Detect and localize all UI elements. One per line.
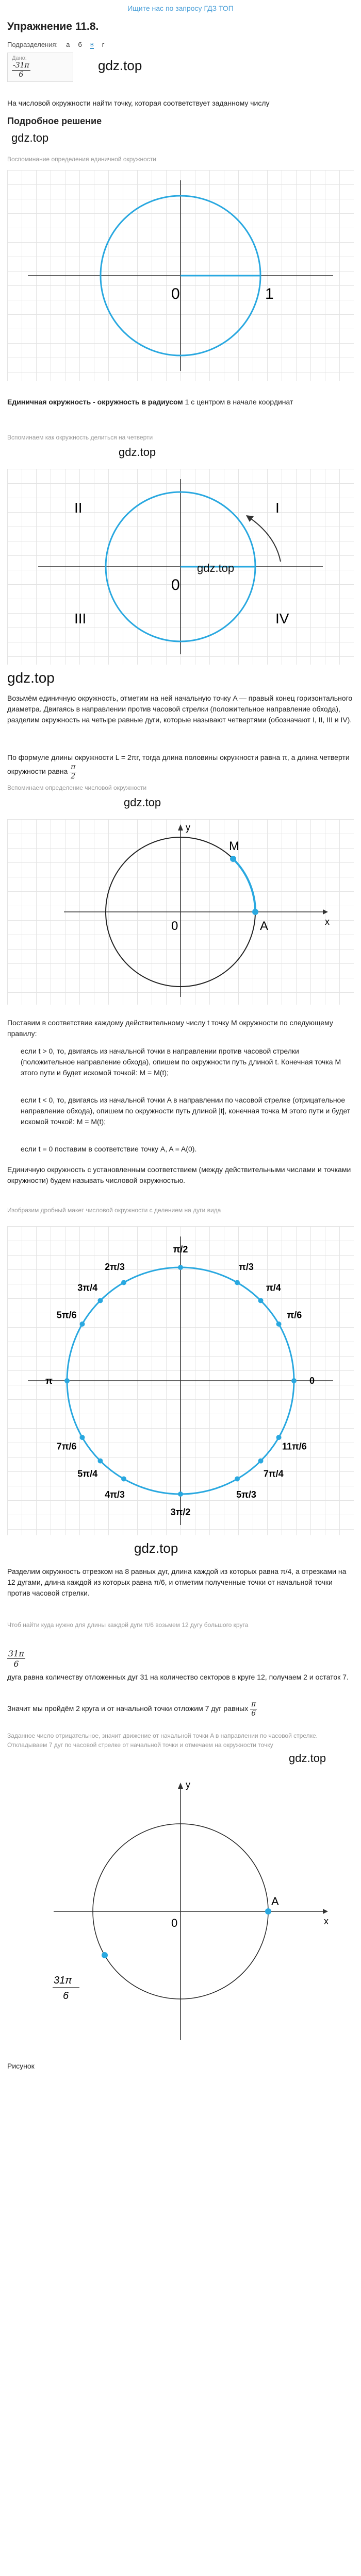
tick-point	[258, 1298, 264, 1303]
origin-label: 0	[171, 919, 178, 933]
ticks-figure	[7, 1226, 354, 1535]
x-label: x	[324, 1916, 329, 1926]
watermark: gdz.top	[7, 670, 55, 686]
fraction-denominator: 6	[251, 1709, 256, 1718]
tick-label: 4π/3	[105, 1489, 125, 1500]
rule-2: если t < 0, то, двигаясь из начальной точки A в направлении по часовой стрелке (отрицательное направление обхода), опишем по окружности путь длиной |t|, конечная точка M этого пути и будет искомой точкой: M = M(t);	[21, 1096, 351, 1126]
arcs-paragraph: дуга равна количеству отложенных дуг 31 на количество секторов в круге 12, получаем 2 и остаток 7.	[7, 1673, 349, 1681]
step6-caption: Заданное число отрицательное, значит движение от начальной точки A в направлении по часовой стрелке. Откладываем 7 дуг по часовой стрелке от начальной точки и отмечаем на окружности точку	[7, 1732, 318, 1749]
tick-point	[276, 1321, 282, 1327]
M-label: M	[229, 839, 239, 853]
tick-label: π	[45, 1376, 53, 1386]
y-label: y	[186, 1780, 190, 1790]
tick-label: 2π/3	[105, 1262, 125, 1273]
tick-label: π/3	[239, 1262, 254, 1273]
fraction-numerator: -31π	[13, 61, 29, 70]
subitems-label: Подразделения:	[7, 41, 58, 48]
tick-label: π/2	[173, 1244, 188, 1255]
step1-caption: Воспоминание определения единичной окружности	[7, 156, 156, 163]
tick-point	[79, 1435, 85, 1440]
half-pi-fraction	[70, 763, 76, 781]
step4-caption: Изобразим дробный макет числовой окружности с делением на дуги вида	[7, 1207, 221, 1214]
condition-caption: Дано:	[12, 55, 27, 61]
subitem-g[interactable]: г	[102, 41, 105, 48]
quadrant-IV: IV	[275, 611, 289, 626]
tick-point	[276, 1435, 282, 1440]
pi-6-fraction	[250, 1700, 257, 1718]
detailed-solution-title: Подробное решение	[7, 116, 102, 126]
point-A	[265, 1908, 271, 1914]
tick-point	[291, 1378, 297, 1383]
x-arrow	[323, 909, 328, 914]
tick-point	[258, 1459, 264, 1464]
numeric-circle-figure	[7, 819, 354, 1005]
length-paragraph	[7, 752, 354, 781]
fraction-row	[7, 1649, 25, 1669]
tick-label: 5π/6	[56, 1310, 77, 1320]
fraction-numerator: π	[251, 1700, 256, 1708]
origin-label: 0	[171, 1917, 178, 1929]
rule-1: если t > 0, то, двигаясь из начальной точки в направлении против часовой стрелки (положительное направление обхода), опишем по окружности путь длиной t. Конечная точка M этого пути и будет искомой точкой: M = M(t);	[21, 1047, 341, 1077]
definition-paragraph: Единичную окружность с установленным соответствием (между действительными числами и точками окружности) будем называть числовой окружностью.	[7, 1165, 351, 1184]
tick-label: 0	[309, 1376, 315, 1386]
x-label: x	[325, 917, 330, 927]
unit-circle-text	[7, 397, 354, 408]
target-point	[102, 1952, 108, 1958]
watermark: gdz.top	[289, 1752, 326, 1765]
tick-label: 5π/3	[236, 1489, 256, 1500]
fraction-numerator: π	[71, 763, 76, 771]
unit-circle-text-rest: 1 с центром в начале координат	[185, 398, 293, 406]
tick-point	[64, 1378, 70, 1383]
step5-caption: Чтоб найти куда нужно для длины каждой дуги π/6 возьмем 12 дугу большого круга	[7, 1621, 249, 1629]
tick-point	[235, 1477, 240, 1482]
numeric-paragraph: Поставим в соответствие каждому действительному числу t точку M окружности по следующему правилу:	[7, 1019, 333, 1038]
tick-point	[235, 1280, 240, 1285]
unit-circle-svg	[7, 170, 354, 381]
rule-3: если t = 0 поставим в соответствие точку A, A = A(0).	[21, 1145, 197, 1153]
watermark: gdz.top	[197, 562, 235, 574]
A-label: A	[260, 919, 269, 933]
subitem-v[interactable]: в	[90, 40, 94, 48]
move-text: Значит мы пройдём 2 круга и от начальной точки отложим 7 дуг равных	[7, 1704, 249, 1713]
numeric-circle-svg	[7, 819, 354, 1005]
condition-fraction	[12, 61, 30, 79]
watermark: gdz.top	[98, 58, 142, 73]
fraction-numerator: 31π	[8, 1649, 24, 1658]
length-text: По формуле длины окружности L = 2πr, тогда длина половины окружности равна π, а длина четверти окружности равна	[7, 753, 350, 775]
tick-label: 7π/4	[263, 1468, 284, 1479]
picture-label: Рисунок	[7, 2062, 35, 2070]
quadrant-II: II	[74, 500, 83, 516]
watermark: gdz.top	[11, 131, 49, 144]
tick-label: π/4	[266, 1282, 281, 1293]
step6-figure	[7, 1772, 354, 2050]
quadrant-I: I	[275, 500, 280, 516]
page-title: Упражнение 11.8.	[7, 21, 99, 32]
condition-box	[7, 53, 73, 82]
tick-point	[97, 1459, 103, 1464]
origin-label: 0	[171, 577, 180, 594]
fraction-denominator: 6	[13, 1659, 19, 1669]
quarters-figure	[7, 469, 354, 665]
tick-point	[79, 1321, 85, 1327]
x-arrow	[323, 1909, 328, 1914]
tick-label: 3π/2	[170, 1507, 191, 1517]
step6-svg	[7, 1772, 354, 2050]
tick-point	[178, 1492, 183, 1497]
ticks-svg	[7, 1226, 354, 1535]
y-arrow	[178, 824, 183, 831]
tick-label: 11π/6	[282, 1441, 307, 1452]
fraction-denominator: 2	[71, 772, 76, 781]
arc-path	[233, 859, 255, 912]
tick-point	[121, 1477, 126, 1482]
task-text: На числовой окружности найти точку, которая соответствует заданному числу	[7, 99, 270, 107]
point-M	[230, 856, 236, 862]
divide-paragraph: Разделим окружность отрезком на 8 равных дуг, длина каждой из которых равна π/4, а отрезками на 12 дугами, длина каждой из которых равна π/6, и отметим полученные точки от начальной точки против часовой стрелки.	[7, 1567, 347, 1597]
arrow-head	[246, 515, 254, 522]
tick-label: 7π/6	[56, 1441, 77, 1452]
tick-point	[121, 1280, 126, 1285]
unit-circle-figure	[7, 170, 354, 381]
subitems-row	[7, 40, 105, 49]
step3-caption: Вспоминаем определение числовой окружности	[7, 784, 147, 791]
unit-circle-text-bold: Единичная окружность - окружность в радиусом	[7, 398, 183, 406]
one-label: 1	[265, 285, 274, 302]
y-label: y	[186, 822, 190, 833]
tick-point	[178, 1265, 183, 1270]
A-label: A	[271, 1895, 279, 1908]
watermark: gdz.top	[134, 1540, 178, 1556]
tick-label: 5π/4	[77, 1468, 98, 1479]
tick-label: 3π/4	[77, 1282, 98, 1293]
tick-point	[97, 1298, 103, 1303]
quarters-paragraph: Возьмём единичную окружность, отметим на ней начальную точку A — правый конец горизонтального диаметра. Двигаясь в направлении против часовой стрелки (положительное направление обхода), разделим окружность на четыре равные дуги, которые называют четвертями (обозначают I, II, III и IV).	[7, 694, 353, 724]
fraction-denominator: 6	[19, 70, 24, 79]
move-paragraph	[7, 1700, 354, 1718]
step2-caption: Вспоминаем как окружность делиться на четверти	[7, 434, 153, 441]
tick-label: π/6	[287, 1310, 302, 1320]
top-search-link[interactable]: Ищите нас по запросу ГДЗ ТОП	[127, 4, 234, 12]
subitem-a[interactable]: а	[66, 41, 70, 48]
fraction-31pi6	[7, 1649, 25, 1669]
y-arrow	[178, 1783, 183, 1789]
watermark: gdz.top	[119, 446, 156, 459]
quarters-svg	[7, 469, 354, 665]
watermark: gdz.top	[124, 796, 161, 809]
target-den: 6	[63, 1990, 69, 2002]
subitem-b[interactable]: б	[78, 41, 82, 48]
origin-label: 0	[171, 285, 180, 302]
quadrant-III: III	[74, 611, 87, 626]
target-num: 31π	[54, 1975, 72, 1986]
point-A	[252, 909, 258, 915]
